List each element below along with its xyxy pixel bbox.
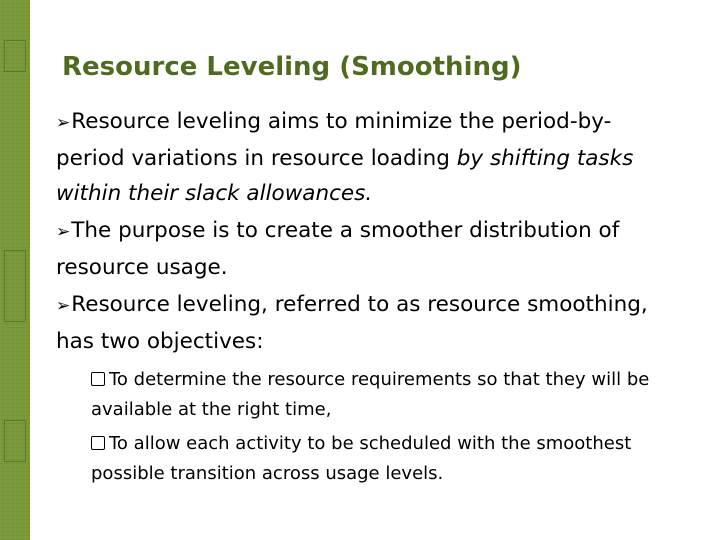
side-bar-texture-mark	[4, 40, 26, 72]
bullet-text: Resource leveling aims to minimize the period-by-period variations in resource loading	[56, 109, 612, 171]
sub-bullet-text: To allow each activity to be scheduled with the smoothest possible transition across usage levels.	[91, 433, 632, 484]
side-bar-texture-mark	[4, 250, 26, 322]
sub-bullet-item	[91, 365, 656, 425]
bullet-text: The purpose is to create a smoother distribution of resource usage.	[56, 218, 620, 280]
arrow-bullet-icon: ➢	[56, 296, 71, 316]
decorative-side-bar	[0, 0, 30, 540]
bullet-text: Resource leveling, referred to as resource smoothing, has two objectives:	[56, 292, 648, 354]
bullet-emphasis-text: by shifting tasks within their slack allowances.	[56, 146, 634, 206]
slide-body	[56, 104, 656, 493]
side-bar-texture-mark	[4, 420, 26, 462]
arrow-bullet-icon: ➢	[56, 222, 71, 242]
sub-bullet-item	[91, 429, 656, 489]
sub-bullet-list	[91, 365, 656, 489]
bullet-item	[56, 287, 656, 359]
sub-bullet-text: To determine the resource requirements so that they will be available at the right time,	[91, 369, 650, 420]
bullet-item	[56, 213, 656, 285]
checkbox-bullet-icon	[91, 372, 105, 386]
arrow-bullet-icon: ➢	[56, 113, 71, 133]
checkbox-bullet-icon	[91, 436, 105, 450]
bullet-item	[56, 104, 656, 211]
slide-title: Resource Leveling (Smoothing)	[62, 52, 522, 82]
